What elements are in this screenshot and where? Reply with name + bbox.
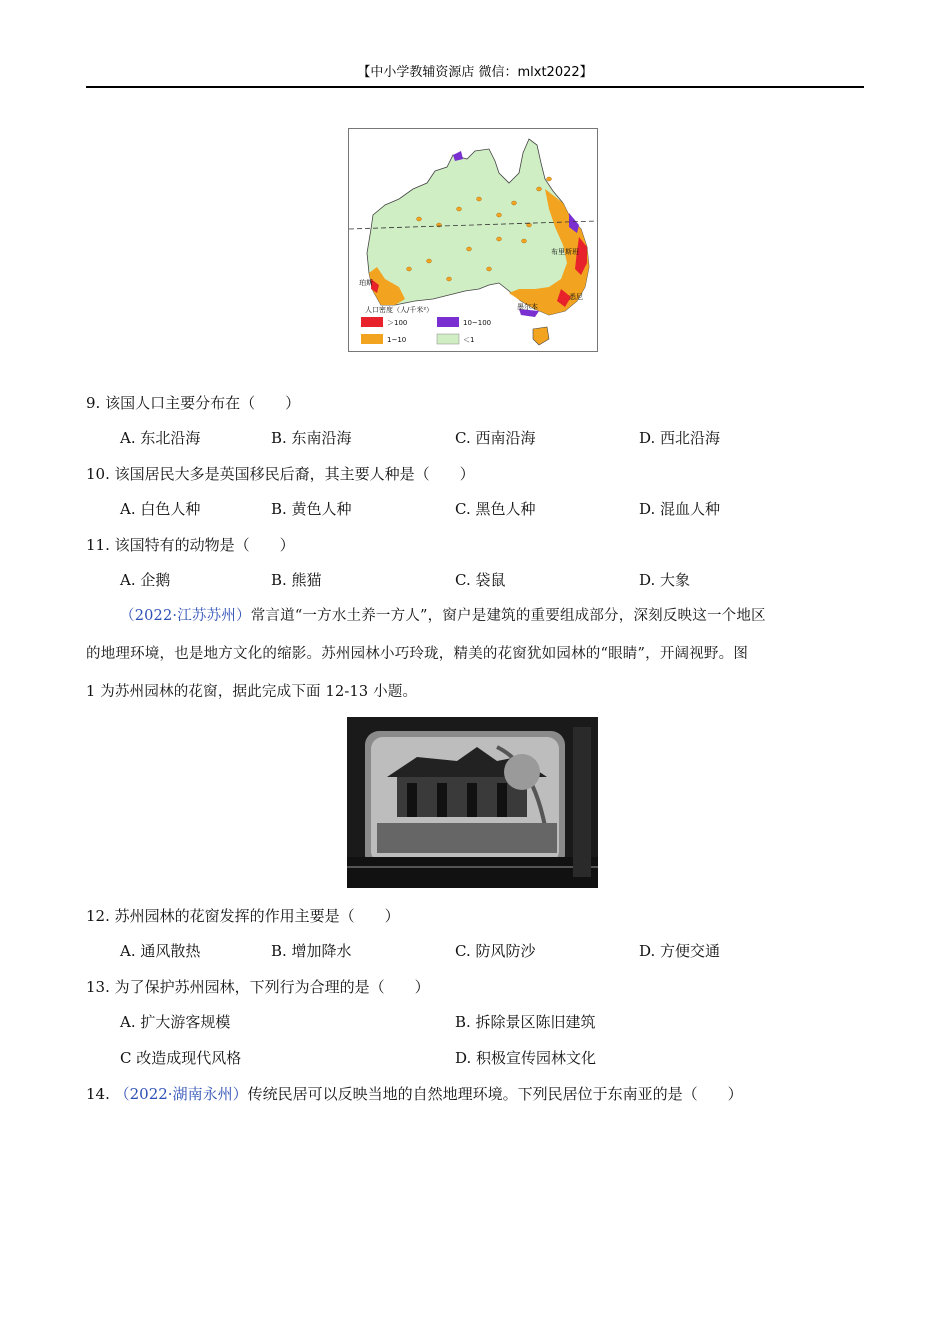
question-11-option-a[interactable]: A. 企鹅 [120, 571, 171, 589]
question-10-option-c[interactable]: C. 黑色人种 [455, 500, 536, 518]
question-9-option-b[interactable]: B. 东南沿海 [271, 429, 352, 447]
question-9-option-c[interactable]: C. 西南沿海 [455, 429, 536, 447]
question-12-option-b[interactable]: B. 增加降水 [271, 942, 352, 960]
intro-paragraph [86, 597, 864, 711]
map-label-sydney: 悉尼 [569, 293, 583, 301]
question-13-option-a[interactable]: A. 扩大游客规模 [120, 1013, 231, 1031]
legend-swatch-purple [437, 317, 459, 327]
question-9-option-a[interactable]: A. 东北沿海 [120, 429, 201, 447]
question-14-number: 14. [86, 1085, 115, 1103]
intro-source: （2022·江苏苏州） [120, 608, 251, 624]
question-13-option-d[interactable]: D. 积极宣传园林文化 [455, 1049, 597, 1067]
question-12-option-c[interactable]: C. 防风防沙 [455, 942, 536, 960]
question-12-option-a[interactable]: A. 通风散热 [120, 942, 201, 960]
question-11-option-c[interactable]: C. 袋鼠 [455, 571, 506, 589]
legend-label-0: ＞100 [387, 319, 408, 327]
question-13-option-c[interactable]: C 改造成现代风格 [120, 1049, 242, 1067]
legend-swatch-green [437, 334, 459, 344]
question-10-option-a[interactable]: A. 白色人种 [120, 500, 201, 518]
question-14-text: 传统民居可以反映当地的自然地理环境。下列民居位于东南亚的是（ ） [247, 1085, 743, 1103]
question-14-stem [86, 1084, 743, 1104]
suzhou-garden-window-photo [347, 717, 598, 888]
map-label-perth: 珀斯 [359, 279, 373, 287]
question-10-option-b[interactable]: B. 黄色人种 [271, 500, 352, 518]
question-13-option-b[interactable]: B. 拆除景区陈旧建筑 [455, 1013, 596, 1031]
question-12-stem: 12. 苏州园林的花窗发挥的作用主要是（ ） [86, 907, 400, 925]
intro-line-1 [86, 597, 864, 635]
page-header: 【中小学教辅资源店 微信：mlxt2022】 [86, 62, 864, 88]
intro-text-1: 常言道“一方水土养一方人”，窗户是建筑的重要组成部分，深刻反映这一个地区 [250, 608, 766, 624]
question-11-option-d[interactable]: D. 大象 [639, 571, 691, 589]
legend-swatch-red [361, 317, 383, 327]
question-11-stem: 11. 该国特有的动物是（ ） [86, 536, 295, 554]
question-9-option-d[interactable]: D. 西北沿海 [639, 429, 721, 447]
legend-swatch-orange [361, 334, 383, 344]
map-label-brisbane: 布里斯班 [551, 248, 579, 256]
question-14-source: （2022·湖南永州） [114, 1085, 248, 1103]
question-9-stem: 9. 该国人口主要分布在（ ） [86, 394, 301, 412]
legend-label-2: 1~10 [387, 336, 407, 344]
australia-population-map [348, 128, 598, 352]
question-11-option-b[interactable]: B. 熊猫 [271, 571, 322, 589]
question-10-stem: 10. 该国居民大多是英国移民后裔，其主要人种是（ ） [86, 465, 475, 483]
legend-label-1: 10~100 [463, 319, 492, 327]
legend-label-3: ＜1 [463, 336, 475, 344]
question-13-stem: 13. 为了保护苏州园林，下列行为合理的是（ ） [86, 978, 430, 996]
map-label-melbourne: 墨尔本 [517, 303, 538, 311]
map-legend-title: 人口密度（人/千米²） [365, 306, 434, 314]
question-12-option-d[interactable]: D. 方便交通 [639, 942, 721, 960]
question-10-option-d[interactable]: D. 混血人种 [639, 500, 721, 518]
intro-line-2: 的地理环境，也是地方文化的缩影。苏州园林小巧玲珑，精美的花窗犹如园林的“眼睛”，开阔视野。图 [86, 646, 749, 662]
intro-line-3: 1 为苏州园林的花窗，据此完成下面 12-13 小题。 [86, 684, 418, 700]
